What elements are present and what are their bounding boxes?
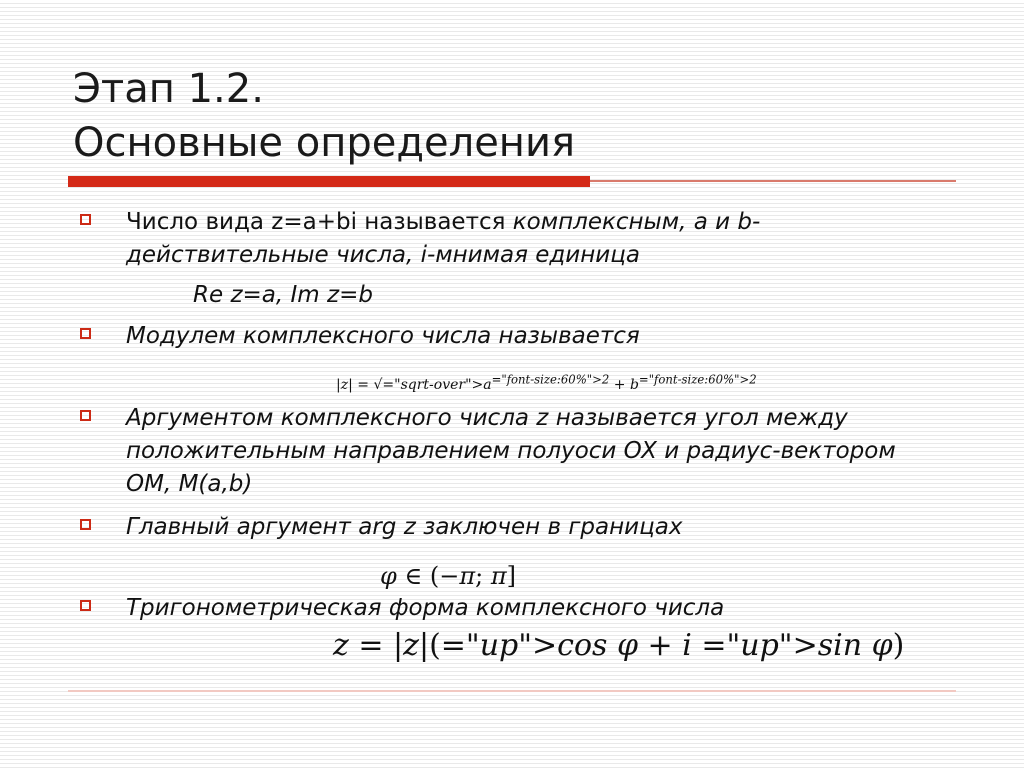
title-line-1: Этап 1.2. [73,66,264,112]
bullet-modulus [80,320,920,353]
modulus-formula-text: $|z| = √="sqrt-over">a^{="font-size:60\%">2} + b^{="font-size:60\%">2}$ [336,372,757,393]
arg-range-formula-text: φ ∈ (−π; π] [380,562,516,590]
bullet-text: Модулем комплексного числа называется [126,323,640,349]
slide-title [73,62,575,170]
bullet-text: Аргументом комплексного числа z называется угол между положительным направлением полуоси OX и радиус-вектором OM, M(a,b) [126,405,896,497]
re-im-definition [193,279,593,312]
footer-divider [68,690,956,692]
bullet-square-icon [80,519,91,530]
bullet-text [126,206,920,272]
bullet-square-icon [80,410,91,421]
bullet-square-icon [80,600,91,611]
trig-form-formula-text: z = |z|(="up">cos φ + i ="up">sin φ) [333,628,905,663]
bullet-text-italic: комплексным, a и b-действительные числа, i-мнимая единица [126,209,761,268]
formula-arg-range [380,562,516,590]
formula-trig-form [333,628,904,663]
bullet-text: Тригонометрическая форма комплексного числа [126,595,725,621]
formula-modulus [336,372,757,393]
bullet-text-plain: Число вида z=a+bi называется [126,209,513,235]
bullet-trig-form [80,592,920,625]
bullet-complex-number [80,206,920,272]
title-underline-thin [590,180,956,182]
bullet-main-argument [80,511,920,544]
bullet-argument [80,402,920,501]
title-underline-red [68,176,590,187]
re-im-text: Re z=a, Im z=b [193,282,373,308]
bullet-text: Главный аргумент arg z заключен в границах [126,514,683,540]
title-line-2: Основные определения [73,120,576,166]
bullet-square-icon [80,328,91,339]
bullet-square-icon [80,214,91,225]
